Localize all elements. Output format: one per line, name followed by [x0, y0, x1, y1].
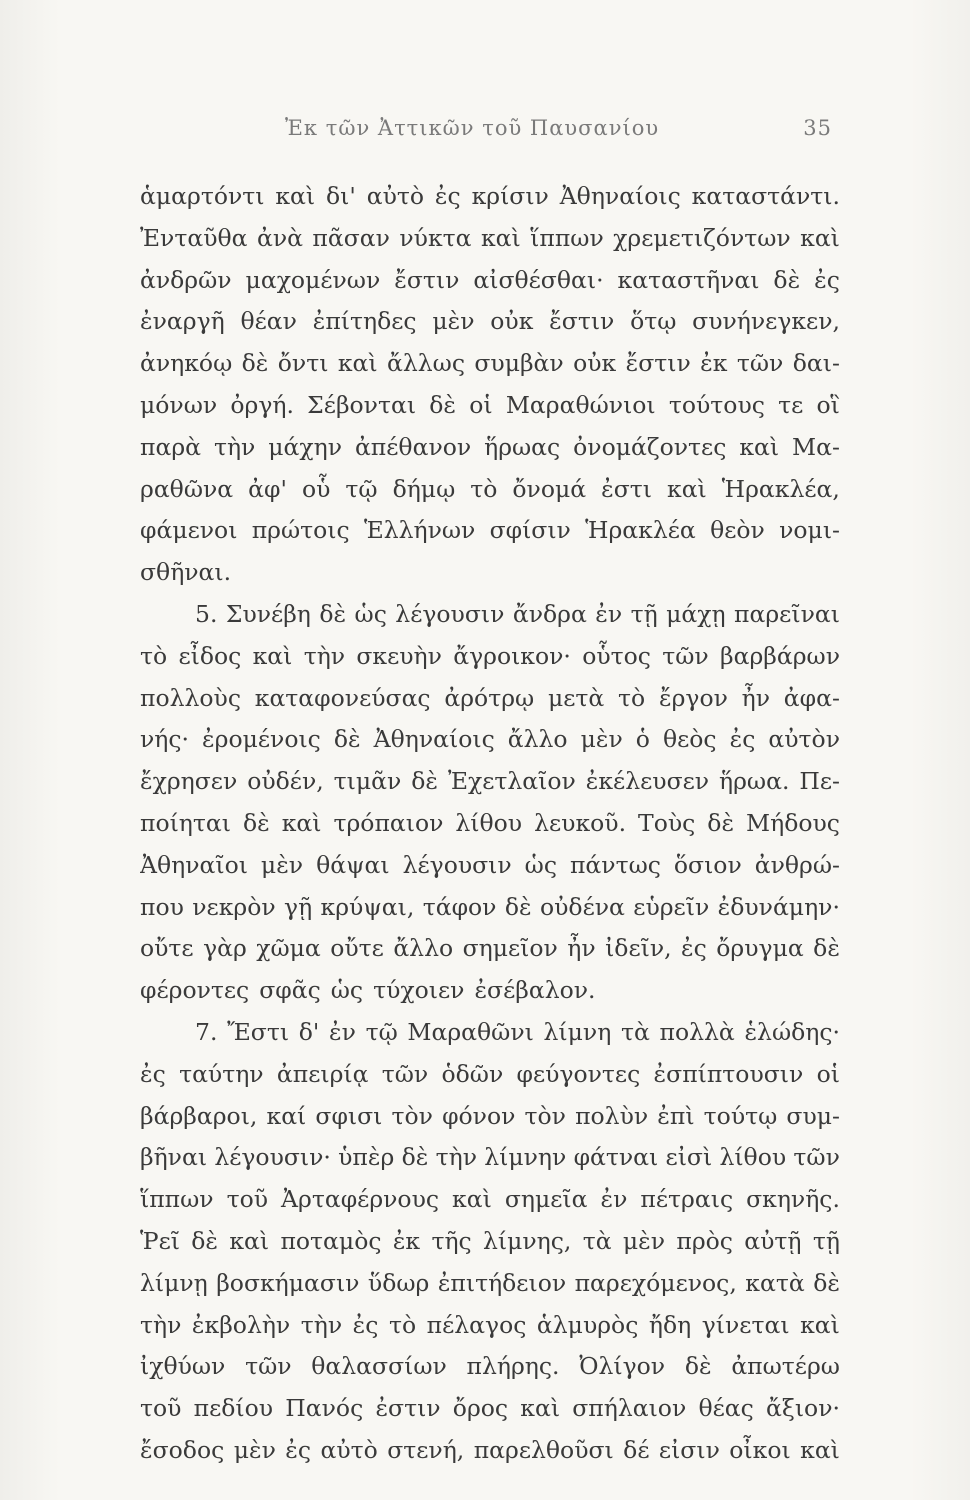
- text-line: 7. Ἔστι δ' ἐν τῷ Μαραθῶνι λίμνη τὰ πολλὰ ἑλώδης·: [195, 1017, 840, 1046]
- text-line: τοῦ πεδίου Πανός ἐστιν ὄρος καὶ σπήλαιον θέας ἄξιον·: [140, 1394, 840, 1423]
- text-line: οὔτε γὰρ χῶμα οὔτε ἄλλο σημεῖον ἦν ἰδεῖν, ἐς ὄρυγμα δὲ: [140, 934, 840, 963]
- text-line: πολλοὺς καταφονεύσας ἀρότρῳ μετὰ τὸ ἔργον ἦν ἀφα-: [140, 683, 840, 712]
- text-line: 5. Συνέβη δὲ ὡς λέγουσιν ἄνδρα ἐν τῇ μάχῃ παρεῖναι: [195, 599, 840, 628]
- text-line: τὴν ἐκβολὴν τὴν ἐς τὸ πέλαγος ἁλμυρὸς ἤδη γίνεται καὶ: [140, 1310, 840, 1339]
- text-line: Ἐνταῦθα ἀνὰ πᾶσαν νύκτα καὶ ἵππων χρεμετιζόντων καὶ: [140, 223, 840, 252]
- text-line: ἁμαρτόντι καὶ δι' αὐτὸ ἐς κρίσιν Ἀθηναίοις καταστάντι.: [140, 182, 840, 210]
- text-line: παρὰ τὴν μάχην ἀπέθανον ἥρωας ὀνομάζοντες καὶ Μα-: [140, 432, 840, 461]
- body-text: [140, 176, 840, 1472]
- text-line: ἔχρησεν οὐδέν, τιμᾶν δὲ Ἐχετλαῖον ἐκέλευσεν ἥρωα. Πε-: [140, 767, 840, 796]
- text-line: λίμνῃ βοσκήμασιν ὕδωρ ἐπιτήδειον παρεχόμενος, κατὰ δὲ: [140, 1268, 840, 1297]
- text-line: τὸ εἶδος καὶ τὴν σκευὴν ἄγροικον· οὗτος τῶν βαρβάρων: [140, 641, 840, 670]
- text-line: Ἀθηναῖοι μὲν θάψαι λέγουσιν ὡς πάντως ὅσιον ἀνθρώ-: [140, 850, 840, 879]
- page-header: [140, 116, 840, 146]
- text-line: φέροντες σφᾶς ὡς τύχοιεν ἐσέβαλον.: [140, 976, 596, 1005]
- text-line: Ῥεῖ δὲ καὶ ποταμὸς ἐκ τῆς λίμνης, τὰ μὲν πρὸς αὐτῇ τῇ: [140, 1226, 840, 1255]
- text-line: ραθῶνα ἀφ' οὗ τῷ δήμῳ τὸ ὄνομά ἐστι καὶ Ἡρακλέα,: [140, 474, 840, 503]
- text-line: βῆναι λέγουσιν· ὑπὲρ δὲ τὴν λίμνην φάτναι εἰσὶ λίθου τῶν: [140, 1143, 840, 1172]
- running-title: Ἐκ τῶν Ἀττικῶν τοῦ Παυσανίου: [285, 116, 660, 140]
- text-line: σθῆναι.: [140, 558, 232, 587]
- text-line: νής· ἐρομένοις δὲ Ἀθηναίοις ἄλλο μὲν ὁ θεὸς ἐς αὐτὸν: [140, 725, 840, 754]
- text-line: μόνων ὀργή. Σέβονται δὲ οἱ Μαραθώνιοι τούτους τε οἳ: [140, 390, 840, 419]
- text-line: φάμενοι πρώτοις Ἑλλήνων σφίσιν Ἡρακλέα θεὸν νομι-: [140, 516, 840, 545]
- text-line: ποίηται δὲ καὶ τρόπαιον λίθου λευκοῦ. Τοὺς δὲ Μήδους: [140, 808, 840, 837]
- text-line: που νεκρὸν γῇ κρύψαι, τάφον δὲ οὐδένα εὑρεῖν ἐδυνάμην·: [140, 892, 840, 921]
- text-line: ἵππων τοῦ Ἀρταφέρνους καὶ σημεῖα ἐν πέτραις σκηνῆς.: [140, 1185, 840, 1214]
- text-line: ἰχθύων τῶν θαλασσίων πλήρης. Ὀλίγον δὲ ἀπωτέρω: [140, 1352, 840, 1381]
- text-line: βάρβαροι, καί σφισι τὸν φόνον τὸν πολὺν ἐπὶ τούτῳ συμ-: [140, 1101, 840, 1130]
- text-line: ἐς ταύτην ἀπειρίᾳ τῶν ὁδῶν φεύγοντες ἐσπίπτουσιν οἱ: [140, 1059, 840, 1088]
- text-line: ἐναργῆ θέαν ἐπίτηδες μὲν οὐκ ἔστιν ὅτῳ συνήνεγκεν,: [140, 307, 840, 336]
- text-line: ἀνδρῶν μαχομένων ἔστιν αἰσθέσθαι· καταστῆναι δὲ ἐς: [140, 265, 840, 294]
- text-line: ἀνηκόῳ δὲ ὄντι καὶ ἄλλως συμβὰν οὐκ ἔστιν ἐκ τῶν δαι-: [140, 349, 840, 378]
- text-line: ἔσοδος μὲν ἐς αὐτὸ στενή, παρελθοῦσι δέ εἰσιν οἶκοι καὶ: [140, 1435, 840, 1464]
- page-number: 35: [803, 116, 832, 140]
